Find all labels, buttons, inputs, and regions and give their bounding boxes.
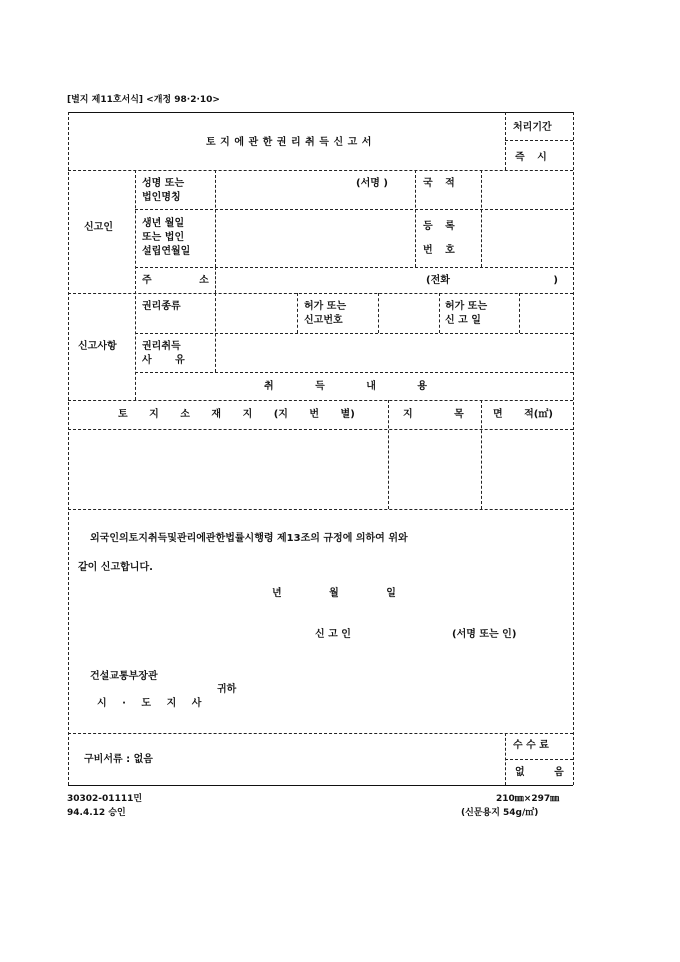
signer-label: 신 고 인 [315, 629, 351, 640]
processing-period-label: 처리기간 [513, 122, 552, 133]
frame-left [68, 112, 69, 785]
divider [415, 170, 416, 267]
required-documents: 구비서류 : 없음 [84, 754, 153, 765]
form-code: 30302-01111민 [67, 794, 143, 804]
land-category-header: 지 목 [403, 409, 464, 420]
divider [135, 267, 573, 268]
recipient-governor: 시 · 도 지 사 [97, 698, 208, 709]
divider [439, 293, 440, 333]
form-title: 토지에관한권리취득신고서 [206, 137, 376, 148]
divider [388, 400, 389, 509]
nationality-label: 국 적 [423, 178, 460, 189]
divider [505, 112, 506, 170]
name-label: 법인명칭 [142, 192, 181, 203]
permit-number-label: 신고번호 [304, 315, 343, 326]
birth-label: 생년 월일 [142, 218, 185, 229]
statement-text: 같이 신고합니다. [78, 562, 153, 573]
statement-text: 외국인의토지취득및관리에관한법률시행령 제13조의 규정에 의하여 위와 [90, 533, 408, 544]
frame-right [573, 112, 574, 785]
divider [215, 170, 216, 267]
recipient-honorific: 귀하 [217, 684, 237, 695]
signature-note: (서명 ) [356, 178, 388, 189]
divider [135, 209, 573, 210]
processing-period-value: 즉 시 [515, 152, 552, 163]
registration-label: 등 록 [423, 221, 460, 232]
divider [68, 509, 573, 510]
divider [519, 293, 520, 333]
acquisition-details-header: 취 득 내 용 [264, 381, 428, 392]
divider [505, 140, 573, 141]
report-section-label: 신고사항 [78, 341, 117, 352]
divider [135, 333, 573, 334]
phone-note: (전화 ) [426, 275, 558, 286]
date-line: 년 월 일 [272, 588, 396, 599]
land-area-header: 면 적(㎡) [493, 409, 553, 420]
fee-value: 없 음 [515, 767, 564, 778]
address-label: 주 소 [142, 275, 231, 286]
acquisition-reason-label: 권리취득 [142, 341, 181, 352]
divider [68, 400, 573, 401]
frame-bottom [68, 785, 573, 786]
divider [135, 372, 573, 373]
approval-date: 94.4.12 승인 [67, 808, 126, 818]
permit-date-label: 허가 또는 [445, 301, 488, 312]
recipient-minister: 건설교통부장관 [90, 671, 158, 682]
name-label: 성명 또는 [142, 178, 185, 189]
divider [297, 293, 298, 333]
divider [68, 293, 573, 294]
form-number: [별지 제11호서식] <개정 98·2·10> [67, 95, 220, 105]
divider [215, 267, 216, 293]
acquisition-reason-label: 사 유 [142, 355, 195, 366]
divider [481, 170, 482, 267]
right-type-label: 권리종류 [142, 301, 181, 312]
reporter-section-label: 신고인 [84, 222, 113, 233]
frame-top [68, 112, 573, 113]
divider [505, 759, 573, 760]
divider [481, 400, 482, 509]
birth-label: 또는 법인 [142, 232, 185, 243]
registration-label: 번 호 [423, 245, 460, 256]
divider [135, 170, 136, 400]
signer-seal-note: (서명 또는 인) [452, 629, 517, 640]
land-location-header: 토 지 소 재 지 (지 번 별) [118, 409, 355, 420]
divider [68, 429, 573, 430]
divider [68, 733, 573, 734]
permit-date-label: 신 고 일 [445, 315, 481, 326]
divider [378, 293, 379, 333]
divider [68, 170, 573, 171]
paper-size: 210㎜×297㎜ [496, 794, 560, 804]
fee-label: 수 수 료 [513, 740, 549, 751]
paper-type: (신문용지 54g/㎡) [461, 808, 539, 818]
birth-label: 설립연월일 [142, 246, 191, 257]
permit-number-label: 허가 또는 [304, 301, 347, 312]
